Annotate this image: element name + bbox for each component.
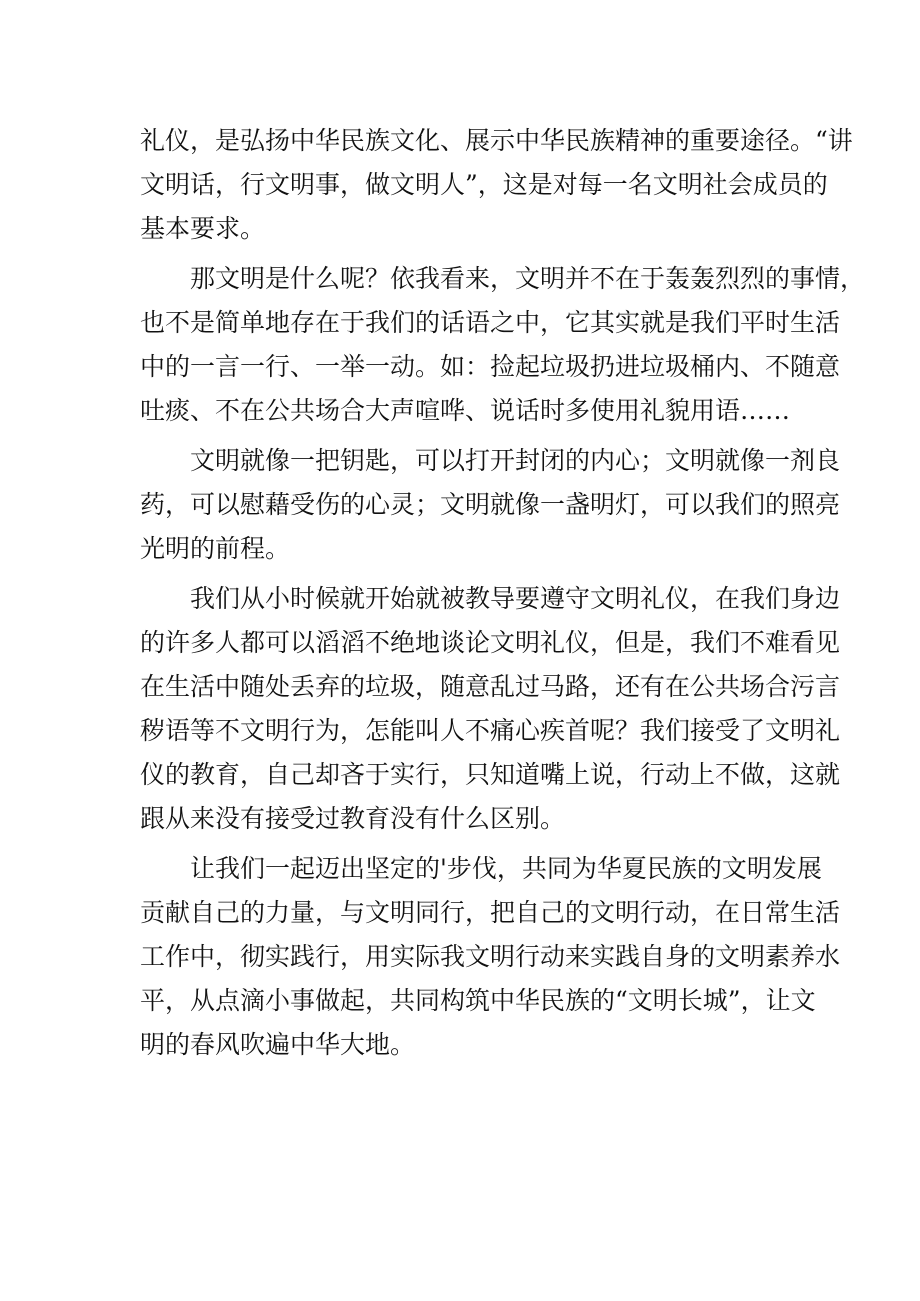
text-line: 光明的前程。: [140, 534, 291, 563]
paragraph-2: [140, 257, 866, 433]
text-line: 药，可以慰藉受伤的心灵；文明就像一盏明灯，可以我们的照亮: [140, 490, 841, 519]
text-line: 明的春风吹遍中华大地。: [140, 1030, 416, 1059]
text-line: 那文明是什么呢？依我看来，文明并不在于轰轰烈烈的事情，: [190, 264, 866, 293]
text-line: 在生活中随处丢弃的垃圾，随意乱过马路，还有在公共场合污言: [140, 672, 841, 701]
text-line: 我们从小时候就开始就被教导要遵守文明礼仪，在我们身边: [190, 584, 841, 613]
text-line: 工作中，彻实践行，用实际我文明行动来实践自身的文明素养水: [140, 942, 841, 971]
text-line: 吐痰、不在公共场合大声喧哗、说话时多使用礼貌用语……: [140, 396, 791, 425]
text-line: 文明就像一把钥匙，可以打开封闭的内心；文明就像一剂良: [190, 446, 841, 475]
paragraph-1: [140, 119, 853, 251]
paragraph-3: [140, 439, 841, 571]
text-line: 秽语等不文明行为，怎能叫人不痛心疾首呢？我们接受了文明礼: [140, 716, 841, 745]
text-line: 也不是简单地存在于我们的话语之中，它其实就是我们平时生活: [140, 308, 841, 337]
paragraph-5: [140, 847, 841, 1067]
paragraph-4: [140, 577, 841, 841]
text-line: 平，从点滴小事做起，共同构筑中华民族的“文明长城”，让文: [140, 986, 816, 1015]
text-line: 礼仪，是弘扬中华民族文化、展示中华民族精神的重要途径。“讲: [140, 126, 853, 155]
text-line: 中的一言一行、一举一动。如：捡起垃圾扔进垃圾桶内、不随意: [140, 352, 841, 381]
text-line: 跟从来没有接受过教育没有什么区别。: [140, 804, 566, 833]
text-line: 贡献自己的力量，与文明同行，把自己的文明行动，在日常生活: [140, 898, 841, 927]
text-line: 的许多人都可以滔滔不绝地谈论文明礼仪，但是，我们不难看见: [140, 628, 841, 657]
text-line: 仪的教育，自己却吝于实行，只知道嘴上说，行动上不做，这就: [140, 760, 841, 789]
document-body: [140, 119, 866, 1073]
text-line: 基本要求。: [140, 214, 266, 243]
text-line: 让我们一起迈出坚定的'步伐，共同为华夏民族的文明发展: [190, 854, 822, 883]
text-line: 文明话，行文明事，做文明人”，这是对每一名文明社会成员的: [140, 170, 828, 199]
